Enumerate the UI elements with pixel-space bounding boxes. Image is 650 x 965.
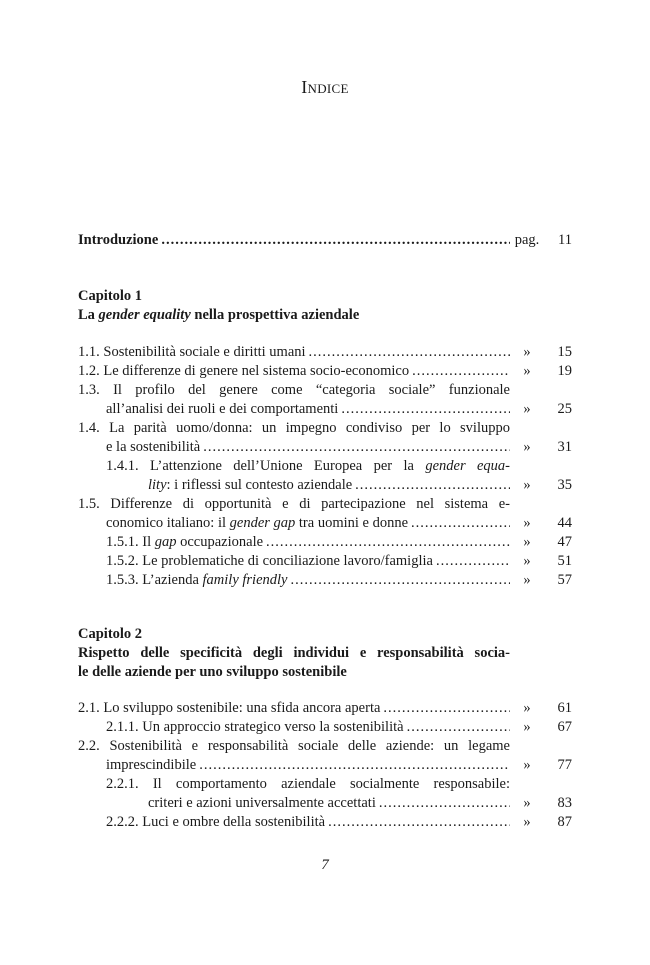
entry-label: Introduzione — [78, 232, 159, 248]
page-number: 7 — [321, 857, 329, 873]
page-ref: 67 — [557, 719, 572, 735]
toc-entry-line[interactable]: 1.4. La parità uomo/donna: un impegno condiviso per lo sviluppo — [78, 420, 510, 436]
page-ref: 44 — [557, 515, 572, 531]
ditto-mark: » — [523, 700, 531, 716]
chapter-2-title-line: Rispetto delle specificità degli individui e responsabilità socia- — [78, 645, 510, 661]
ditto-mark: » — [523, 439, 531, 455]
chapter-2-title-line: le delle aziende per uno sviluppo sostenibile — [78, 664, 347, 680]
chapter-1-label: Capitolo 1 — [78, 288, 143, 304]
page-ref: 47 — [557, 534, 572, 550]
page-prefix: pag. — [514, 232, 540, 248]
ditto-mark: » — [523, 477, 531, 493]
page-ref: 57 — [557, 572, 572, 588]
toc-entry[interactable]: 1.5.1. Il gap occupazionale ..... — [106, 533, 510, 552]
leader-dots — [436, 552, 510, 571]
leader-dots — [161, 231, 510, 250]
ditto-mark: » — [523, 572, 531, 588]
leader-dots — [341, 400, 510, 419]
ditto-mark: » — [523, 553, 531, 569]
page-ref: 31 — [557, 439, 572, 455]
toc-entry[interactable]: 2.1.1. Un approccio strategico verso la sostenibilità ..... — [106, 718, 510, 737]
ditto-mark: » — [523, 363, 531, 379]
leader-dots — [309, 343, 510, 362]
chapter-1-title: La gender equality nella prospettiva aziendale — [78, 307, 360, 323]
leader-dots — [412, 362, 510, 381]
toc-entry-introduzione[interactable] — [78, 231, 510, 250]
leader-dots — [407, 718, 510, 737]
ditto-mark: » — [523, 515, 531, 531]
toc-entry-line[interactable]: 2.2. Sostenibilità e responsabilità sociale delle aziende: un legame — [78, 738, 510, 754]
leader-dots — [328, 813, 510, 832]
toc-entry[interactable]: 1.5.3. L’azienda family friendly ..... — [106, 571, 510, 590]
ditto-mark: » — [523, 814, 531, 830]
page-ref: 11 — [558, 232, 572, 248]
toc-entry[interactable]: 1.5.2. Le problematiche di conciliazione lavoro/famiglia ..... — [106, 552, 510, 571]
toc-entry[interactable]: lity: i riflessi sul contesto aziendale ..... — [148, 476, 510, 495]
leader-dots — [383, 699, 510, 718]
leader-dots — [355, 476, 510, 495]
page-ref: 15 — [557, 344, 572, 360]
toc-entry[interactable]: 2.1. Lo sviluppo sostenibile: una sfida ancora aperta ..... — [78, 699, 510, 718]
ditto-mark: » — [523, 719, 531, 735]
leader-dots — [290, 571, 510, 590]
page-ref: 25 — [557, 401, 572, 417]
toc-entry[interactable]: all’analisi dei ruoli e dei comportamenti ..... — [106, 400, 510, 419]
toc-entry[interactable]: 2.2.2. Luci e ombre della sostenibilità ..... — [106, 813, 510, 832]
page-ref: 61 — [557, 700, 572, 716]
ditto-mark: » — [523, 344, 531, 360]
page-ref: 35 — [557, 477, 572, 493]
ditto-mark: » — [523, 795, 531, 811]
page-ref: 87 — [557, 814, 572, 830]
leader-dots — [411, 514, 510, 533]
ditto-mark: » — [523, 401, 531, 417]
leader-dots — [203, 438, 510, 457]
chapter-2-label: Capitolo 2 — [78, 626, 143, 642]
ditto-mark: » — [523, 757, 531, 773]
toc-entry[interactable]: 1.1. Sostenibilità sociale e diritti umani ..... — [78, 343, 510, 362]
toc-entry-line[interactable]: 1.4.1. L’attenzione dell’Unione Europea per la gender equa- — [106, 458, 510, 474]
page-title: Indice — [301, 77, 349, 97]
page-ref: 51 — [557, 553, 572, 569]
page-ref: 77 — [557, 757, 572, 773]
leader-dots — [266, 533, 510, 552]
page-ref: 19 — [557, 363, 572, 379]
toc-entry-line[interactable]: 1.5. Differenze di opportunità e di partecipazione nel sistema e- — [78, 496, 510, 512]
toc-entry-line[interactable]: 2.2.1. Il comportamento aziendale socialmente responsabile: — [106, 776, 510, 792]
toc-entry[interactable]: imprescindibile ..... — [106, 756, 510, 775]
toc-entry-line[interactable]: 1.3. Il profilo del genere come “categoria sociale” funzionale — [78, 382, 510, 398]
toc-entry[interactable]: e la sostenibilità ..... — [106, 438, 510, 457]
page-ref: 83 — [557, 795, 572, 811]
leader-dots — [379, 794, 510, 813]
toc-entry[interactable]: 1.2. Le differenze di genere nel sistema socio-economico ..... — [78, 362, 510, 381]
toc-entry[interactable]: criteri e azioni universalmente accettati ..... — [148, 794, 510, 813]
toc-entry[interactable]: conomico italiano: il gender gap tra uomini e donne ..... — [106, 514, 510, 533]
leader-dots — [199, 756, 510, 775]
ditto-mark: » — [523, 534, 531, 550]
